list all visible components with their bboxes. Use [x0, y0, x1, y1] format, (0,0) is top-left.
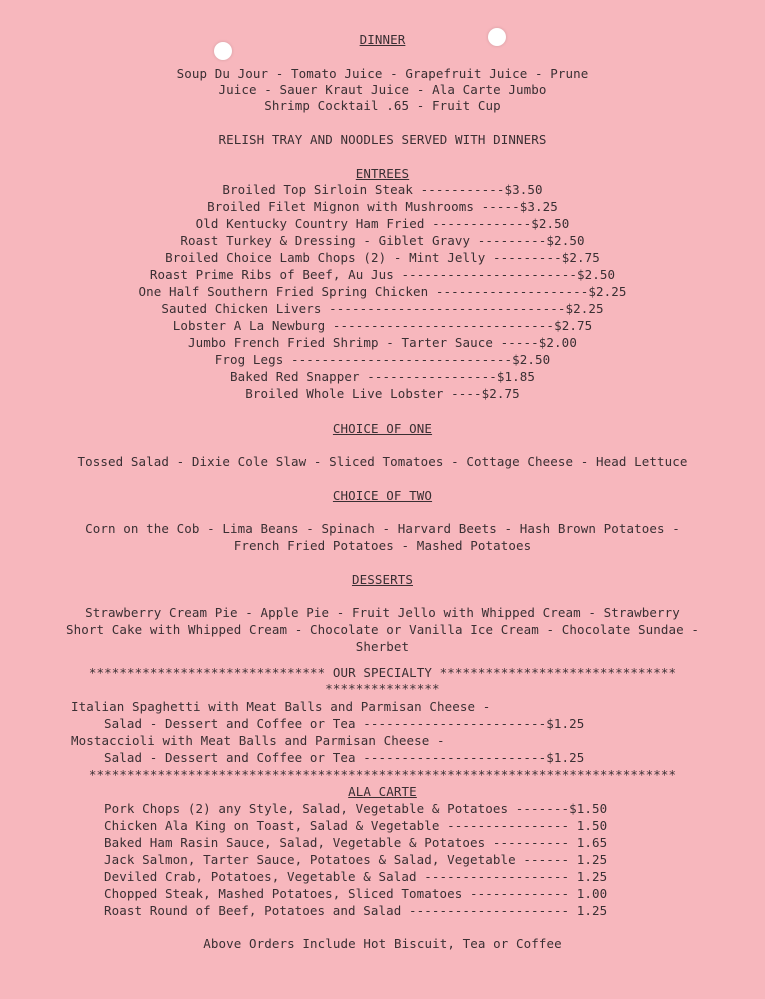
appetizer-line: Soup Du Jour - Tomato Juice - Grapefruit Juice - Prune: [176, 66, 589, 81]
ala-carte-item: Chicken Ala King on Toast, Salad & Vegetable ---------------- 1.50: [104, 818, 608, 833]
specialty-item: Italian Spaghetti with Meat Balls and Parmisan Cheese -: [71, 699, 491, 714]
choice-one-title: CHOICE OF ONE: [332, 421, 433, 436]
appetizer-line: Shrimp Cocktail .65 - Fruit Cup: [264, 98, 501, 113]
choice-one-items: Tossed Salad - Dixie Cole Slaw - Sliced Tomatoes - Cottage Cheese - Head Lettuce: [77, 454, 688, 469]
entree-item: Broiled Filet Mignon with Mushrooms -----$3.25: [207, 199, 558, 214]
specialty-footer: *****************************************************************************: [88, 767, 677, 782]
choice-two-items: French Fried Potatoes - Mashed Potatoes: [233, 538, 532, 553]
ala-carte-item: Jack Salmon, Tarter Sauce, Potatoes & Salad, Vegetable ------ 1.25: [104, 852, 608, 867]
entree-item: Frog Legs -----------------------------$2.50: [214, 352, 551, 367]
entree-item: Broiled Top Sirloin Steak -----------$3.50: [222, 182, 543, 197]
ala-carte-item: Deviled Crab, Potatoes, Vegetable & Salad ------------------- 1.25: [104, 869, 608, 884]
choice-two-title: CHOICE OF TWO: [332, 488, 433, 503]
specialty-header: ******************************* OUR SPECIALTY *******************************: [88, 665, 677, 680]
choice-two-items: Corn on the Cob - Lima Beans - Spinach - Harvard Beets - Hash Brown Potatoes -: [85, 521, 680, 536]
entrees-title: ENTREES: [355, 166, 410, 181]
appetizer-line: Juice - Sauer Kraut Juice - Ala Carte Jumbo: [218, 82, 547, 97]
ala-carte-item: Pork Chops (2) any Style, Salad, Vegetable & Potatoes -------$1.50: [104, 801, 608, 816]
dessert-items: Short Cake with Whipped Cream - Chocolate or Vanilla Ice Cream - Chocolate Sundae -: [66, 622, 699, 637]
entree-item: Broiled Choice Lamb Chops (2) - Mint Jelly ---------$2.75: [165, 250, 600, 265]
dessert-items: Sherbet: [355, 639, 410, 654]
specialty-item: Salad - Dessert and Coffee or Tea ------------------------$1.25: [104, 716, 585, 731]
entree-item: Jumbo French Fried Shrimp - Tarter Sauce -----$2.00: [188, 335, 577, 350]
entree-item: Sauted Chicken Livers -------------------------------$2.25: [161, 301, 604, 316]
entree-item: Roast Turkey & Dressing - Giblet Gravy ---------$2.50: [180, 233, 585, 248]
entree-item: One Half Southern Fried Spring Chicken --------------------$2.25: [138, 284, 627, 299]
footer-note: Above Orders Include Hot Biscuit, Tea or Coffee: [203, 936, 562, 951]
entree-item: Broiled Whole Live Lobster ----$2.75: [245, 386, 520, 401]
desserts-title: DESSERTS: [351, 572, 413, 587]
entree-item: Lobster A La Newburg -----------------------------$2.75: [172, 318, 593, 333]
dinner-title: DINNER: [359, 32, 406, 47]
specialty-stars: ***************: [325, 681, 440, 696]
entree-item: Roast Prime Ribs of Beef, Au Jus -----------------------$2.50: [149, 267, 616, 282]
specialty-item: Mostaccioli with Meat Balls and Parmisan Cheese -: [71, 733, 445, 748]
specialty-item: Salad - Dessert and Coffee or Tea ------------------------$1.25: [104, 750, 585, 765]
ala-carte-title: ALA CARTE: [348, 784, 417, 799]
ala-carte-item: Chopped Steak, Mashed Potatoes, Sliced Tomatoes ------------- 1.00: [104, 886, 608, 901]
ala-carte-item: Baked Ham Rasin Sauce, Salad, Vegetable & Potatoes ---------- 1.65: [104, 835, 608, 850]
dessert-items: Strawberry Cream Pie - Apple Pie - Fruit Jello with Whipped Cream - Strawberry: [85, 605, 680, 620]
entree-item: Old Kentucky Country Ham Fried -------------$2.50: [195, 216, 570, 231]
ala-carte-item: Roast Round of Beef, Potatoes and Salad --------------------- 1.25: [104, 903, 608, 918]
entree-item: Baked Red Snapper -----------------$1.85: [229, 369, 536, 384]
relish-note: RELISH TRAY AND NOODLES SERVED WITH DINNERS: [218, 132, 547, 147]
